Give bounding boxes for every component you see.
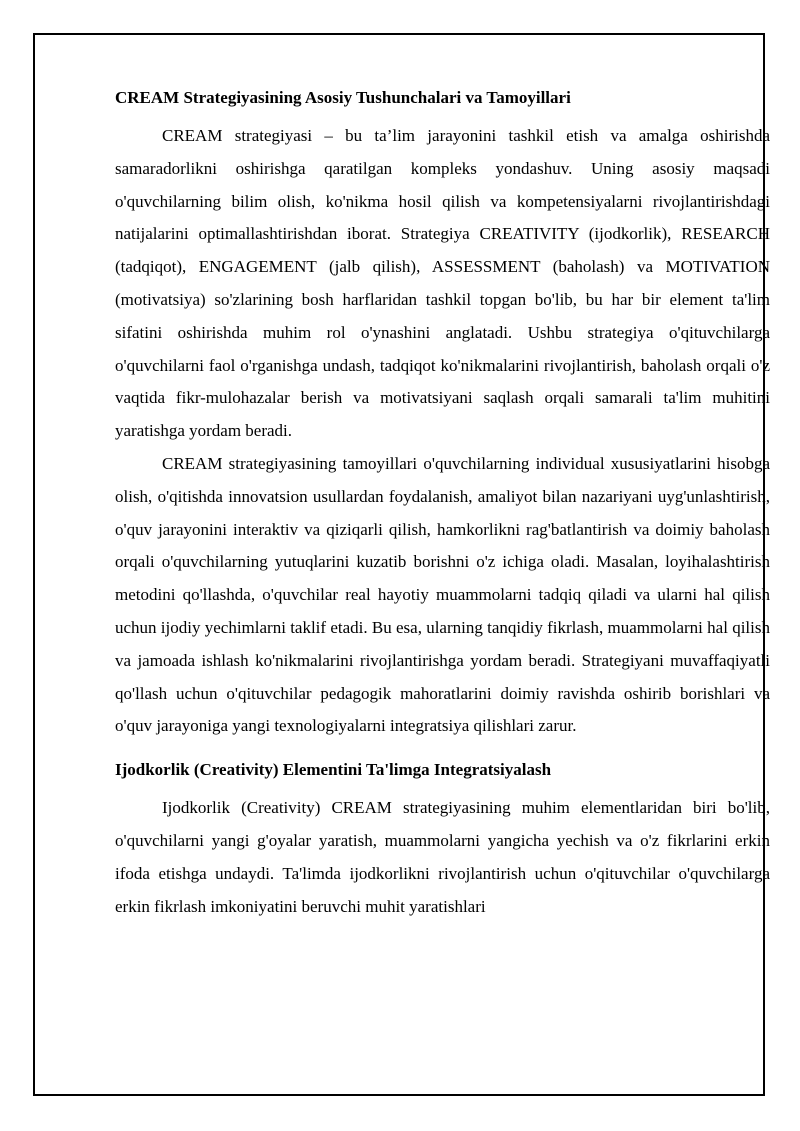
paragraph-cream-definition: CREAM strategiyasi – bu ta’lim jarayonini tashkil etish va amalga oshirishda samaradorlikni oshirishga qaratilgan kompleks yondashuv. Uning asosiy maqsadi o'quvchilarning bilim olish, ko'nikma hosil qilish va kompetensiyalarni rivojlantirishdagi natijalarini optimallashtirishdan iborat. Strategiya CREATIVITY (ijodkorlik), RESEARCH (tadqiqot), ENGAGEMENT (jalb qilish), ASSESSMENT (baholash) va MOTIVATION (motivatsiya) so'zlarining bosh harflaridan tashkil topgan bo'lib, bu har bir element ta'lim sifatini oshirishda muhim rol o'ynashini anglatadi. Ushbu strategiya o'qituvchilarga o'quvchilarni faol o'rganishga undash, tadqiqot ko'nikmalarini rivojlantirish, baholash orqali o'z vaqtida fikr-mulohazalar berish va motivatsiyani saqlash orqali samarali ta'lim muhitini yaratishga yordam beradi. [115,126,770,441]
document-body [115,86,770,923]
paragraph-creativity-intro: Ijodkorlik (Creativity) CREAM strategiyasining muhim elementlaridan biri bo'lib, o'quvchilarni yangi g'oyalar yaratish, muammolarni yangicha yechish va o'z fikrlarini erkin ifoda etishga undaydi. Ta'limda ijodkorlikni rivojlantirish uchun o'qituvchilar o'quvchilarga erkin fikrlash imkoniyatini beruvchi muhit yaratishlari [115,798,770,916]
paragraph-cream-principles: CREAM strategiyasining tamoyillari o'quvchilarning individual xususiyatlarini hisobga olish, o'qitishda innovatsion usullardan foydalanish, amaliyot bilan nazariyani uyg'unlashtirish, o'quv jarayonini interaktiv va qiziqarli qilish, hamkorlikni rag'batlantirish va doimiy baholash orqali o'quvchilarning yutuqlarini kuzatib borishni o'z ichiga oladi. Masalan, loyihalashtirish metodini qo'llashda, o'quvchilar real hayotiy muammolarni tadqiq qiladi va ularni hal qilish uchun ijodiy yechimlarni taklif etadi. Bu esa, ularning tanqidiy fikrlash, muammolarni hal qilish va jamoada ishlash ko'nikmalarini rivojlantirishga yordam beradi. Strategiyani muvaffaqiyatli qo'llash uchun o'qituvchilar pedagogik mahoratlarini doimiy ravishda oshirib borishlari va o'quv jarayoniga yangi texnologiyalarni integratsiya qilishlari zarur. [115,453,770,736]
section-spacer [115,743,770,758]
section-heading-creativity: Ijodkorlik (Creativity) Elementini Ta'limga Integratsiyalash [115,760,552,780]
section-heading-cream-concepts: CREAM Strategiyasining Asosiy Tushunchalari va Tamoyillari [115,88,571,107]
